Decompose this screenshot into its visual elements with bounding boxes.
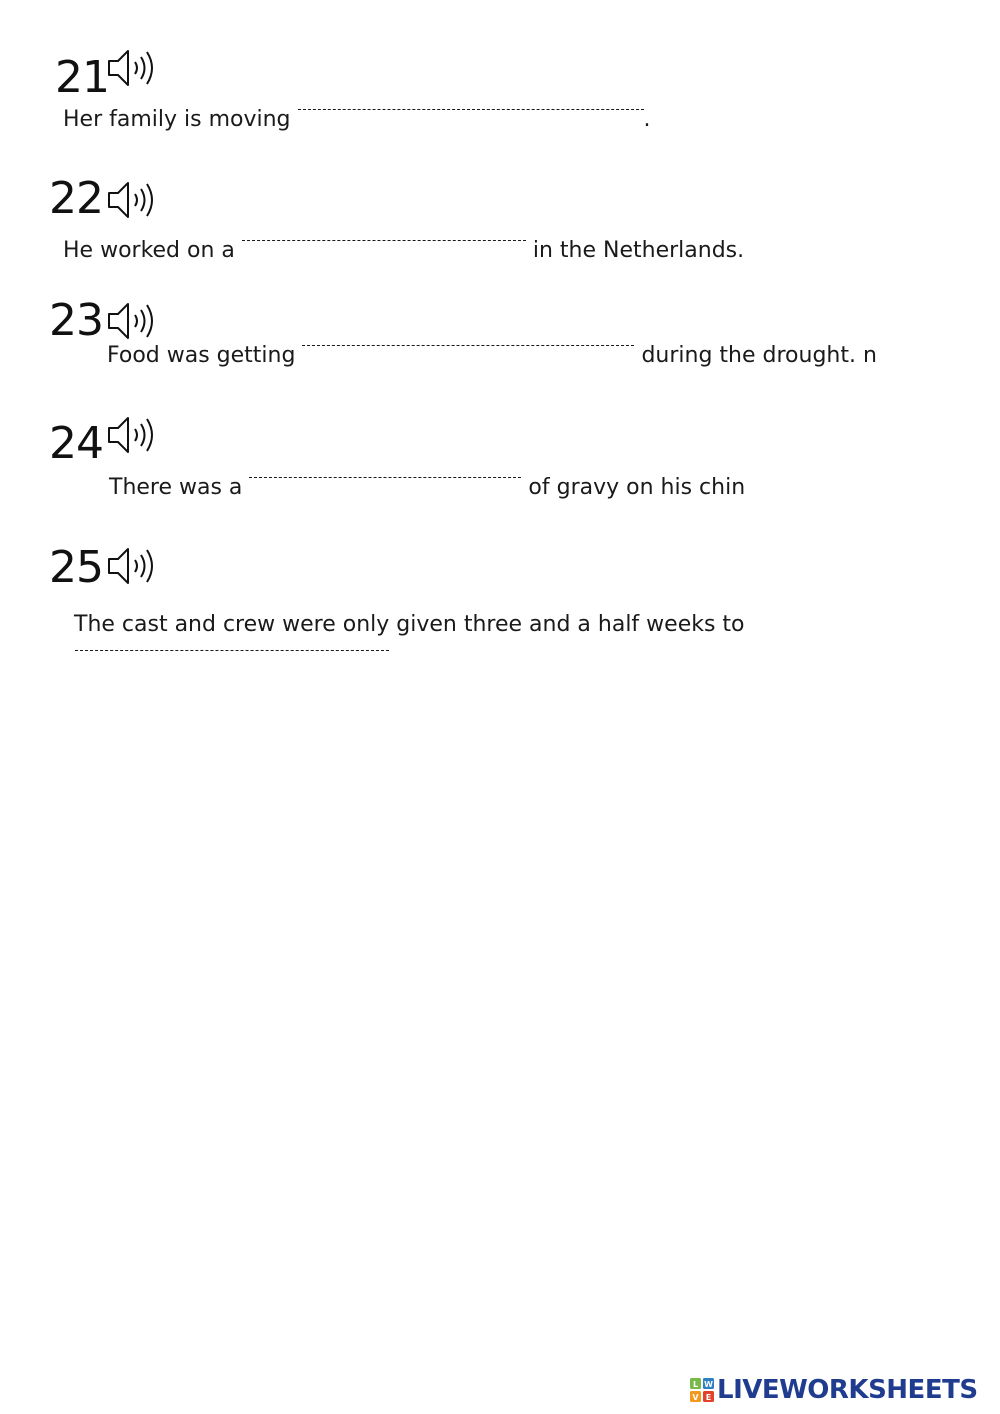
logo-text: LIVEWORKSHEETS xyxy=(717,1375,978,1405)
question-number: 22 xyxy=(49,173,103,224)
liveworksheets-logo xyxy=(690,1372,978,1408)
answer-line xyxy=(75,648,389,674)
speaker-icon[interactable] xyxy=(106,178,158,222)
answer-blank[interactable] xyxy=(302,343,634,346)
question-sentence xyxy=(107,343,877,369)
answer-input[interactable] xyxy=(249,456,521,478)
sentence-text-after: of gravy on his chin xyxy=(521,475,746,500)
svg-text:E: E xyxy=(705,1393,712,1402)
svg-text:V: V xyxy=(692,1393,699,1402)
question-number: 23 xyxy=(49,295,103,346)
speaker-icon[interactable] xyxy=(106,46,158,90)
answer-input[interactable] xyxy=(242,219,526,241)
answer-input[interactable] xyxy=(298,88,644,110)
question-sentence xyxy=(63,238,744,264)
speaker-icon[interactable] xyxy=(106,413,158,457)
sentence-text-before: He worked on a xyxy=(63,238,242,263)
speaker-icon[interactable] xyxy=(106,299,158,343)
answer-input[interactable] xyxy=(75,629,389,651)
answer-blank[interactable] xyxy=(75,648,389,651)
question-number: 25 xyxy=(49,542,103,593)
question-number: 21 xyxy=(55,52,109,103)
answer-blank[interactable] xyxy=(298,107,644,110)
question-sentence xyxy=(63,107,651,133)
svg-text:L: L xyxy=(692,1380,699,1389)
question-sentence xyxy=(109,475,745,501)
svg-text:W: W xyxy=(704,1380,713,1389)
sentence-text-after: during the drought. n xyxy=(634,343,877,368)
liveworksheets-logo-mark-icon xyxy=(690,1378,714,1402)
answer-blank[interactable] xyxy=(249,475,521,478)
sentence-text-before: Food was getting xyxy=(107,343,303,368)
sentence-text-before: There was a xyxy=(109,475,250,500)
sentence-text-after: . xyxy=(643,107,651,132)
answer-input[interactable] xyxy=(302,324,634,346)
sentence-text-after: in the Netherlands. xyxy=(525,238,745,263)
question-number: 24 xyxy=(49,418,103,469)
answer-blank[interactable] xyxy=(242,238,526,241)
speaker-icon[interactable] xyxy=(106,544,158,588)
sentence-text-before: Her family is moving xyxy=(63,107,298,132)
sentence-text-before: The cast and crew were only given three and a half weeks to xyxy=(74,612,745,637)
